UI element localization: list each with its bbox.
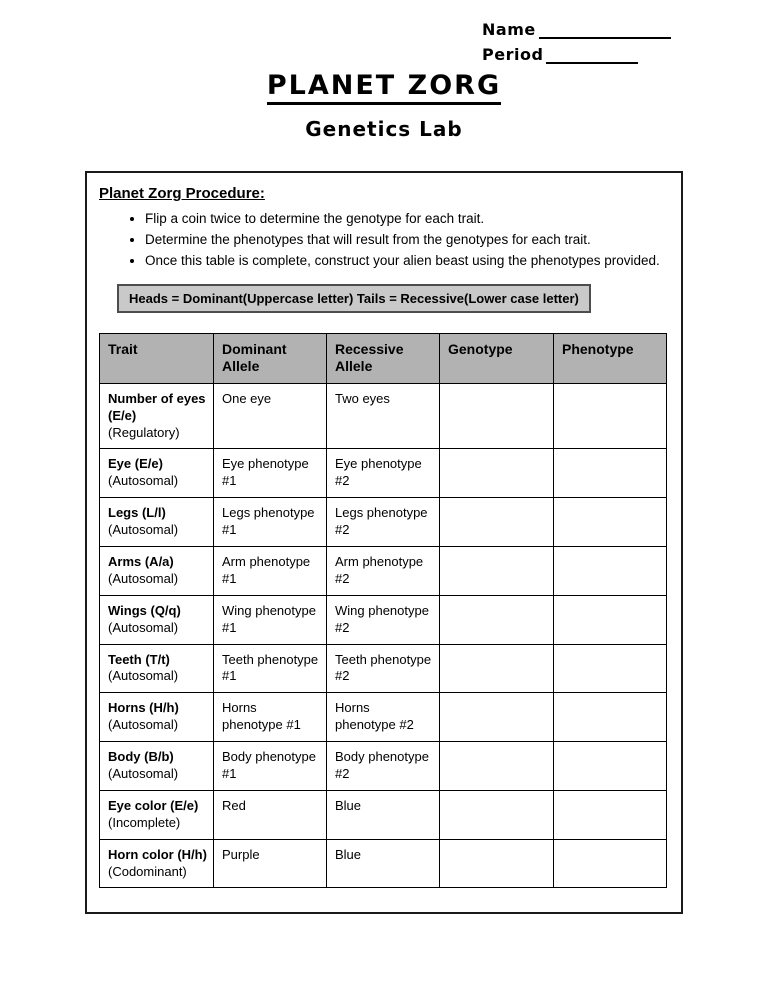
table-row	[100, 693, 667, 742]
page-title	[0, 70, 768, 105]
table-row	[100, 742, 667, 791]
column-header-trait: Trait	[100, 333, 214, 383]
trait-inheritance-note: (Autosomal)	[108, 717, 179, 733]
trait-cell	[100, 498, 214, 547]
trait-inheritance-note: (Autosomal)	[108, 766, 179, 782]
genotype-cell	[440, 383, 554, 449]
dominant-allele-cell: Horns phenotype #1	[214, 693, 327, 742]
phenotype-cell	[554, 839, 667, 888]
trait-cell	[100, 449, 214, 498]
genotype-cell	[440, 742, 554, 791]
phenotype-cell	[554, 644, 667, 693]
genotype-cell	[440, 547, 554, 596]
dominant-allele-cell: One eye	[214, 383, 327, 449]
phenotype-cell	[554, 449, 667, 498]
genotype-cell	[440, 790, 554, 839]
dominant-allele-cell: Teeth phenotype #1	[214, 644, 327, 693]
table-row	[100, 383, 667, 449]
dominant-allele-cell: Wing phenotype #1	[214, 595, 327, 644]
genotype-cell	[440, 644, 554, 693]
trait-cell	[100, 644, 214, 693]
recessive-allele-cell: Horns phenotype #2	[327, 693, 440, 742]
recessive-allele-cell: Blue	[327, 790, 440, 839]
trait-inheritance-note: (Regulatory)	[108, 424, 180, 440]
name-blank	[539, 24, 671, 39]
trait-cell	[100, 693, 214, 742]
trait-table-body	[100, 383, 667, 888]
dominant-allele-cell: Arm phenotype #1	[214, 547, 327, 596]
trait-inheritance-note: (Autosomal)	[108, 668, 179, 684]
trait-name: Legs (L/l)	[108, 505, 166, 521]
table-row	[100, 449, 667, 498]
table-row	[100, 498, 667, 547]
recessive-allele-cell: Two eyes	[327, 383, 440, 449]
table-row	[100, 547, 667, 596]
procedure-heading: Planet Zorg Procedure:	[99, 185, 265, 202]
trait-name: Horns (H/h)	[108, 700, 179, 716]
phenotype-cell	[554, 498, 667, 547]
phenotype-cell	[554, 595, 667, 644]
trait-inheritance-note: (Autosomal)	[108, 473, 179, 489]
column-header-phenotype: Phenotype	[554, 333, 667, 383]
trait-name: Number of eyes (E/e)	[108, 390, 206, 423]
genotype-cell	[440, 595, 554, 644]
column-header-recessive-allele: Recessive Allele	[327, 333, 440, 383]
coin-rule-wrap	[117, 284, 666, 313]
recessive-allele-cell: Body phenotype #2	[327, 742, 440, 791]
trait-inheritance-note: (Autosomal)	[108, 522, 179, 538]
procedure-bullet: • Once this table is complete, construct your alien beast using the phenotypes provided.	[145, 251, 666, 272]
trait-name: Wings (Q/q)	[108, 602, 181, 618]
dominant-allele-cell: Legs phenotype #1	[214, 498, 327, 547]
page-subtitle: Genetics Lab	[305, 117, 463, 141]
name-period-block	[482, 20, 682, 70]
dominant-allele-cell: Eye phenotype #1	[214, 449, 327, 498]
phenotype-cell	[554, 790, 667, 839]
trait-inheritance-note: (Codominant)	[108, 863, 187, 879]
dominant-allele-cell: Body phenotype #1	[214, 742, 327, 791]
trait-inheritance-note: (Autosomal)	[108, 570, 179, 586]
column-header-dominant-allele: Dominant Allele	[214, 333, 327, 383]
recessive-allele-cell: Teeth phenotype #2	[327, 644, 440, 693]
dominant-allele-cell: Purple	[214, 839, 327, 888]
trait-cell	[100, 790, 214, 839]
period-blank	[546, 49, 638, 64]
recessive-allele-cell: Eye phenotype #2	[327, 449, 440, 498]
trait-inheritance-note: (Incomplete)	[108, 814, 181, 830]
genotype-cell	[440, 839, 554, 888]
recessive-allele-cell: Wing phenotype #2	[327, 595, 440, 644]
trait-table	[99, 333, 667, 889]
phenotype-cell	[554, 693, 667, 742]
table-row	[100, 839, 667, 888]
trait-cell	[100, 839, 214, 888]
recessive-allele-cell: Blue	[327, 839, 440, 888]
trait-cell	[100, 742, 214, 791]
column-header-genotype: Genotype	[440, 333, 554, 383]
page-title-text: PLANET ZORG	[267, 70, 501, 105]
header-row	[100, 333, 667, 383]
table-row	[100, 644, 667, 693]
trait-cell	[100, 383, 214, 449]
phenotype-cell	[554, 547, 667, 596]
phenotype-cell	[554, 383, 667, 449]
trait-name: Horn color (H/h)	[108, 846, 207, 862]
coin-rule: Heads = Dominant(Uppercase letter) Tails = Recessive(Lower case letter)	[117, 284, 591, 313]
trait-name: Teeth (T/t)	[108, 651, 170, 667]
trait-cell	[100, 547, 214, 596]
trait-name: Eye (E/e)	[108, 456, 163, 472]
procedure-bullet-list	[99, 209, 666, 272]
period-label: Period	[482, 45, 544, 64]
procedure-bullet: • Flip a coin twice to determine the genotype for each trait.	[145, 209, 666, 230]
trait-table-header	[100, 333, 667, 383]
procedure-bullet: • Determine the phenotypes that will result from the genotypes for each trait.	[145, 230, 666, 251]
trait-inheritance-note: (Autosomal)	[108, 619, 179, 635]
recessive-allele-cell: Legs phenotype #2	[327, 498, 440, 547]
phenotype-cell	[554, 742, 667, 791]
period-row	[482, 45, 682, 64]
genotype-cell	[440, 449, 554, 498]
table-row	[100, 790, 667, 839]
table-row	[100, 595, 667, 644]
name-label: Name	[482, 20, 536, 39]
name-row	[482, 20, 682, 39]
procedure-box	[85, 171, 683, 914]
recessive-allele-cell: Arm phenotype #2	[327, 547, 440, 596]
genotype-cell	[440, 693, 554, 742]
genotype-cell	[440, 498, 554, 547]
dominant-allele-cell: Red	[214, 790, 327, 839]
trait-name: Eye color (E/e)	[108, 797, 199, 813]
trait-name: Arms (A/a)	[108, 554, 174, 569]
trait-name: Body (B/b)	[108, 749, 174, 765]
trait-cell	[100, 595, 214, 644]
